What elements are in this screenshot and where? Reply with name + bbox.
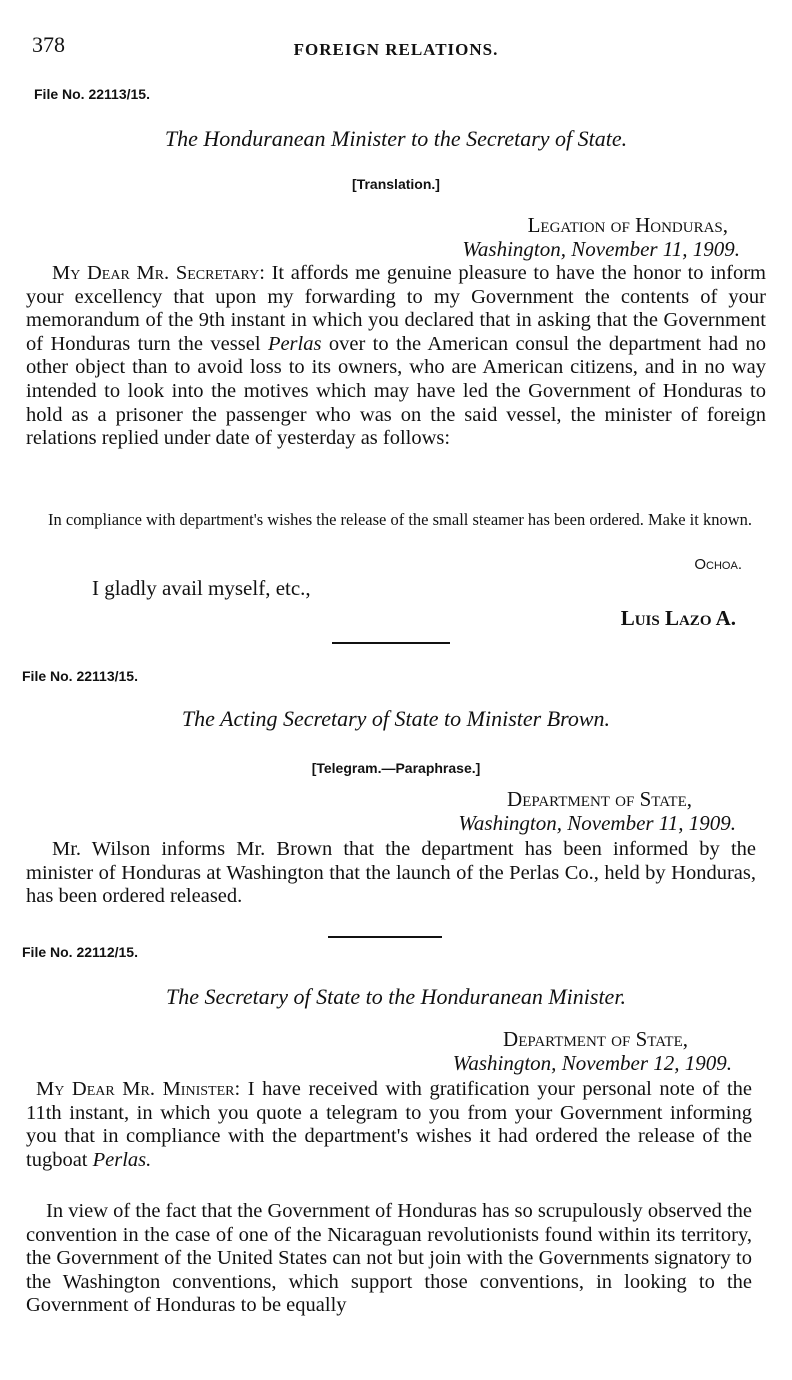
letter-title: The Honduranean Minister to the Secretary of State. [164, 126, 628, 151]
quoted-telegram: In compliance with department's wishes the release of the small steamer has been ordered. Make it known. [48, 510, 752, 529]
letter-date [453, 1051, 732, 1076]
date-month: November 11, [567, 811, 684, 835]
telegram-body: Mr. Wilson informs Mr. Brown that the department has been informed by the minister of Honduras at Washington that the launch of the Perlas Co., held by Honduras, has been ordered released. [26, 838, 756, 908]
letter-date [458, 811, 736, 836]
body-text: It affords me genuine pleasure to have the honor to inform your excellency that upon my forwarding to my Government the contents of your memorandum of the 9th instant in which you declared that in asking that the Government of Honduras turn the vessel [26, 262, 766, 355]
section-divider [328, 936, 442, 938]
salutation: My Dear Mr. Minister: [36, 1078, 241, 1100]
closing-line: I gladly avail myself, etc., [92, 576, 311, 600]
letter-title: The Acting Secretary of State to Minister Brown. [181, 706, 611, 731]
date-prefix: Washington, [462, 237, 566, 261]
date-year: 1909. [684, 1051, 732, 1075]
telegram-note: [Telegram.—Paraphrase.] [311, 760, 481, 776]
translation-note: [Translation.] [352, 176, 440, 192]
running-title: FOREIGN RELATIONS. [293, 40, 499, 59]
quote-signature: Ochoa. [694, 556, 742, 573]
date-month: November 12, [561, 1051, 680, 1075]
sender-place: Legation of Honduras, [527, 213, 728, 237]
file-number: File No. 22112/15. [22, 944, 138, 960]
date-month: November 11, [571, 237, 688, 261]
vessel-name: Perlas. [92, 1148, 152, 1171]
salutation: My Dear Mr. Secretary: [52, 262, 265, 284]
letter-body [26, 262, 766, 451]
page-number: 378 [32, 32, 65, 57]
letter-body-paragraph: In view of the fact that the Government of Honduras has so scrupulously observed the convention in the case of one of the Nicaraguan revolutionists found within its territory, the Government of the United States can not but join with the Governments signatory to the Washington conventions, which support those conventions, in looking to the Government of Honduras to be equally [26, 1200, 752, 1317]
signature: Luis Lazo A. [620, 606, 736, 630]
sender-place: Department of State, [507, 787, 692, 811]
date-year: 1909. [692, 237, 740, 261]
body-text-continued: over to the American consul the department had no other object than to avoid loss to its owners, who are American citizens, and in no way intended to look into the motives which may have led the Government of Honduras to hold as a prisoner the passenger who was on the said vessel, the minister of foreign relations replied under date of yesterday as follows: [26, 332, 767, 450]
file-number: File No. 22113/15. [34, 86, 150, 102]
date-year: 1909. [688, 811, 736, 835]
sender-place: Department of State, [503, 1027, 688, 1051]
letter-date [462, 237, 740, 262]
date-prefix: Washington, [458, 811, 562, 835]
letter-body [26, 1078, 752, 1172]
body-text: I have received with gratification your personal note of the 11th instant, in which you quote a telegram to you from your Government informing you that in compliance with the department's wishes it had ordered the release of the tugboat [26, 1078, 752, 1171]
vessel-name: Perlas [267, 332, 322, 355]
date-prefix: Washington, [452, 1051, 557, 1075]
file-number: File No. 22113/15. [22, 668, 138, 684]
letter-title: The Secretary of State to the Honduranean Minister. [166, 984, 626, 1009]
section-divider [332, 642, 450, 644]
